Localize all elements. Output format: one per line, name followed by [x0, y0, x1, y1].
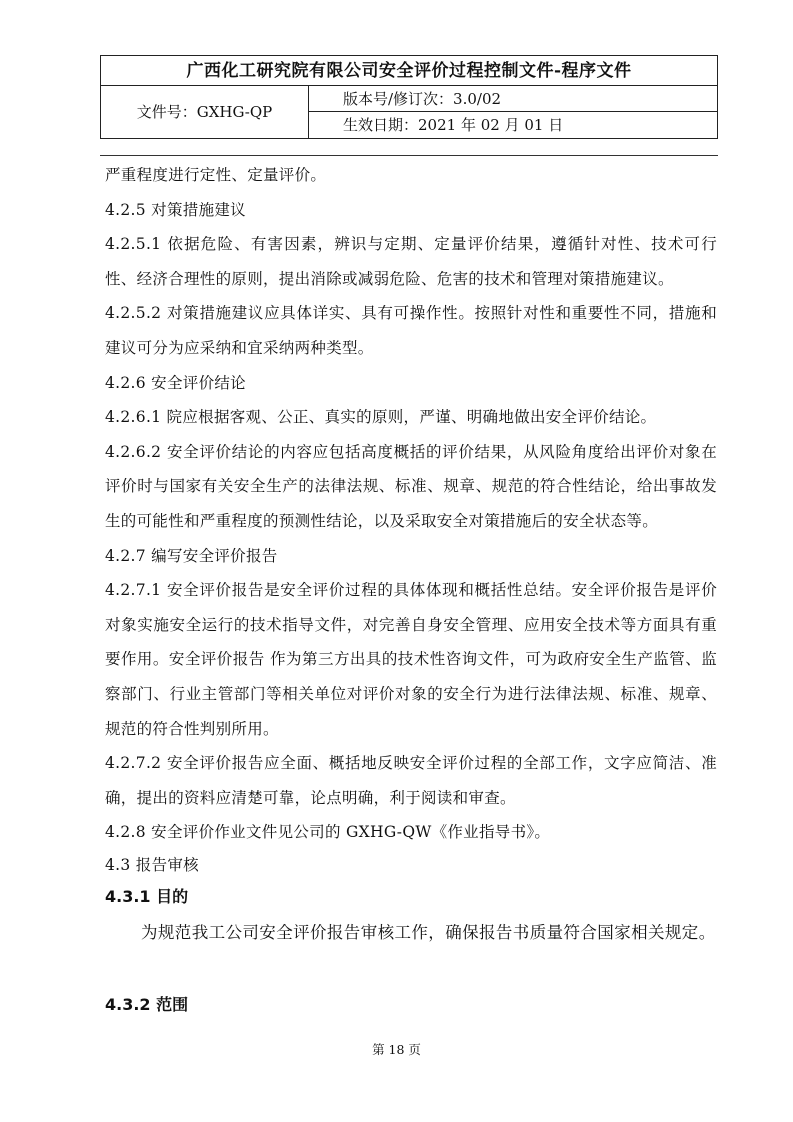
section-heading: 4.2.5 对策措施建议 — [105, 200, 246, 219]
effective-date: 生效日期：2021 年 02 月 01 日 — [343, 116, 564, 134]
paragraph: 4.2.6.2 安全评价结论的内容应包括高度概括的评价结果，从风险角度给出评价对象在评价时与国家有关安全生产的法律法规、标准、规章、规范的符合性结论，给出事故发生的可能性和严重程度的预测性结论，以及采取安全对策措施后的安全状态等。 — [105, 442, 717, 530]
paragraph: 4.2.7.1 安全评价报告是安全评价过程的具体体现和概括性总结。安全评价报告是评价对象实施安全运行的技术指导文件，对完善自身安全管理、应用安全技术等方面具有重要作用。安全评价报告 作为第三方出具的技术性咨询文件，可为政府安全生产监管、监察部门、行业主管部门等相关单位对评价对象的安全行为进行法律法规、标准、规章、规范的符合性判别所用。 — [105, 581, 717, 738]
paragraph: 4.2.6.1 院应根据客观、公正、真实的原则，严谨、明确地做出安全评价结论。 — [105, 408, 657, 427]
paragraph: 严重程度进行定性、定量评价。 — [105, 166, 327, 184]
section-heading: 4.2.7 编写安全评价报告 — [105, 546, 278, 565]
paragraph: 4.2.5.1 依据危险、有害因素，辨识与定期、定量评价结果，遵循针对性、技术可行性、经济合理性的原则，提出消除或减弱危险、危害的技术和管理对策措施建议。 — [105, 235, 717, 288]
version-number: 版本号/修订次：3.0/02 — [309, 86, 717, 112]
section-heading: 4.2.6 安全评价结论 — [105, 373, 246, 392]
paragraph: 4.2.5.2 对策措施建议应具体详实、具有可操作性。按照针对性和重要性不同，措施和建议可分为应采纳和宜采纳两种类型。 — [105, 304, 717, 357]
section-heading-purpose: 4.3.1 目的 — [105, 887, 189, 906]
purpose-text: 为规范我工公司安全评价报告审核工作，确保报告书质量符合国家相关规定。 — [141, 923, 716, 942]
section-heading: 4.3 报告审核 — [105, 855, 199, 874]
paragraph: 4.2.7.2 安全评价报告应全面、概括地反映安全评价过程的全部工作，文字应简洁、准确，提出的资料应清楚可靠，论点明确，利于阅读和审查。 — [105, 754, 717, 807]
document-header-table — [100, 55, 718, 139]
purpose-paragraph — [105, 914, 717, 952]
header-divider — [100, 155, 718, 156]
page-number: 第 18 页 — [372, 1042, 421, 1057]
section-heading-scope: 4.3.2 范围 — [105, 995, 189, 1014]
paragraph: 4.2.8 安全评价作业文件见公司的 GXHG-QW《作业指导书》。 — [105, 823, 551, 842]
document-title: 广西化工研究院有限公司安全评价过程控制文件-程序文件 — [101, 56, 717, 86]
file-number: 文件号：GXHG-QP — [101, 86, 309, 139]
body-text — [105, 158, 717, 880]
